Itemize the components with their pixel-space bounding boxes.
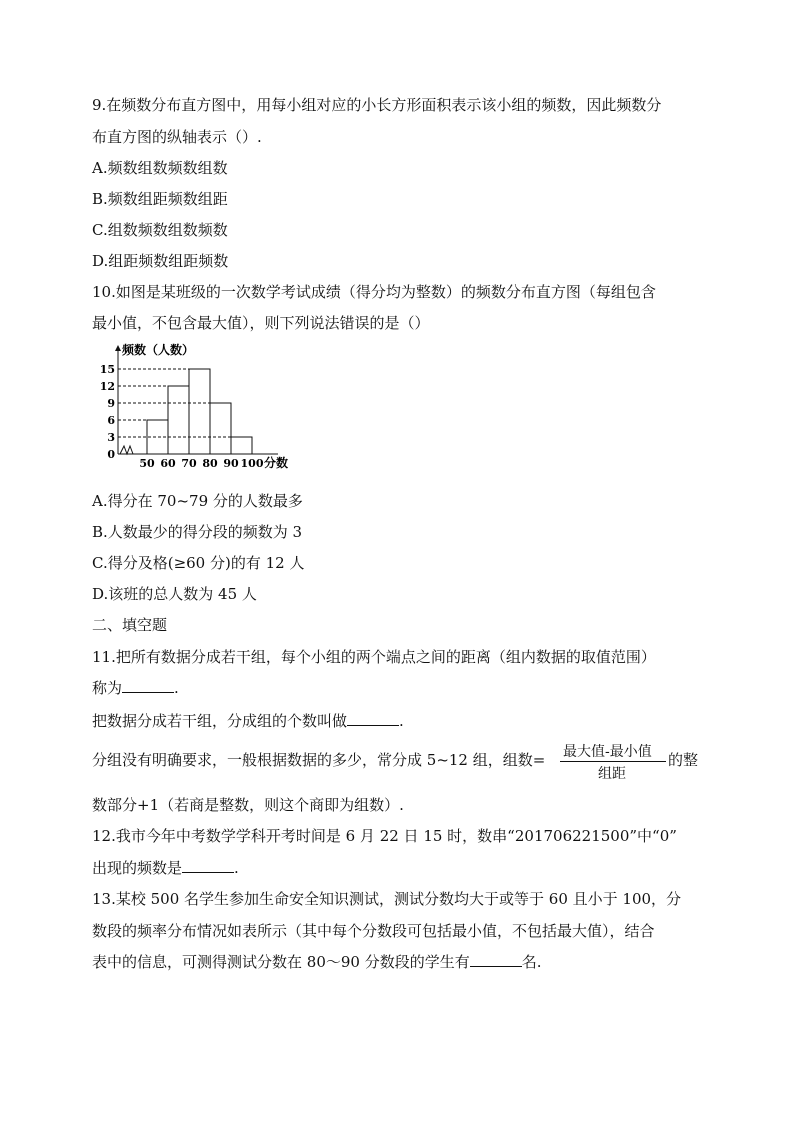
histogram-bar bbox=[210, 403, 231, 454]
q13-line-2: 数段的频率分布情况如表所示（其中每个分数段可包括最小值，不包括最大值），结合 bbox=[92, 922, 655, 940]
q11-line-4 bbox=[92, 750, 545, 770]
q12-blank[interactable] bbox=[182, 858, 234, 873]
q12-line-2 bbox=[92, 858, 239, 878]
q13-line-1: 13.某校 500 名学生参加生命安全知识测试，测试分数均大于或等于 60 且小于 100，分 bbox=[92, 890, 682, 908]
q12-line-1: 12.我市今年中考数学学科开考时间是 6 月 22 日 15 时，数串“201706221500”中“0” bbox=[92, 827, 677, 845]
q10-option-c: C.得分及格(≥60 分)的有 12 人 bbox=[92, 554, 305, 572]
y-tick-label: 9 bbox=[107, 397, 115, 410]
fraction-numerator: 最大值-最小值 bbox=[563, 744, 652, 760]
y-tick-label: 15 bbox=[100, 363, 115, 376]
histogram-bar bbox=[231, 437, 252, 454]
q11-line-1: 11.把所有数据分成若干组，每个小组的两个端点之间的距离（组内数据的取值范围） bbox=[92, 648, 656, 666]
group-count-fraction bbox=[560, 741, 666, 781]
fraction-denominator: 组距 bbox=[598, 766, 626, 782]
frequency-histogram bbox=[100, 340, 300, 474]
q9-option-a: A.频数组数频数组数 bbox=[92, 159, 228, 177]
q12-line-2-text: 出现的频数是 bbox=[92, 859, 183, 877]
q10-option-a: A.得分在 70~79 分的人数最多 bbox=[92, 492, 303, 510]
q9-option-c: C.组数频数组数频数 bbox=[92, 221, 228, 239]
q9-option-d: D.组距频数组距频数 bbox=[92, 252, 229, 270]
q13-line-3-end: 名. bbox=[521, 953, 542, 971]
q10-option-d: D.该班的总人数为 45 人 bbox=[92, 585, 257, 603]
q13-line-3 bbox=[92, 952, 542, 972]
fraction-bar bbox=[560, 761, 666, 762]
x-axis-label: 分数 bbox=[264, 456, 289, 470]
q13-blank[interactable] bbox=[470, 952, 522, 967]
histogram-y-tick-labels bbox=[100, 363, 115, 461]
q11-blank-1[interactable] bbox=[122, 678, 174, 693]
y-tick-label: 12 bbox=[100, 380, 115, 393]
q9-line-1: 9.在频数分布直方图中，用每小组对应的小长方形面积表示该小组的频数，因此频数分 bbox=[92, 96, 662, 114]
q11-blank-2[interactable] bbox=[347, 711, 399, 726]
q10-line-2: 最小值，不包含最大值），则下列说法错误的是（） bbox=[92, 314, 430, 332]
section-heading-fill-in: 二、填空题 bbox=[92, 616, 168, 634]
q11-line-5: 数部分+1（若商是整数，则这个商即为组数）. bbox=[92, 796, 404, 814]
q10-option-b: B.人数最少的得分段的频数为 3 bbox=[92, 523, 303, 541]
y-tick-label: 0 bbox=[107, 448, 115, 461]
x-tick-label: 50 bbox=[139, 457, 155, 470]
x-tick-label: 100 bbox=[240, 457, 264, 470]
q9-line-2: 布直方图的纵轴表示（）. bbox=[92, 128, 262, 146]
axis-break-icon bbox=[120, 446, 133, 454]
q11-line-2-text: 称为 bbox=[92, 679, 123, 697]
histogram-bar bbox=[189, 369, 210, 454]
y-axis-label: 频数（人数） bbox=[122, 343, 195, 357]
q11-line-3-end: . bbox=[399, 712, 404, 730]
q11-line-2-end: . bbox=[174, 679, 179, 697]
x-tick-label: 60 bbox=[160, 457, 176, 470]
q13-line-3-text: 表中的信息，可测得测试分数在 80～90 分数段的学生有 bbox=[92, 953, 470, 971]
x-tick-label: 70 bbox=[181, 457, 197, 470]
x-tick-label: 90 bbox=[223, 457, 239, 470]
histogram-bars bbox=[147, 369, 252, 454]
q11-line-4-start: 分组没有明确要求，一般根据数据的多少，常分成 5~12 组，组数= bbox=[92, 751, 546, 769]
q9-option-b: B.频数组距频数组距 bbox=[92, 190, 228, 208]
q12-line-2-end: . bbox=[234, 859, 239, 877]
x-tick-label: 80 bbox=[202, 457, 218, 470]
q11-line-4-end: 的整 bbox=[668, 751, 699, 769]
histogram-bar bbox=[168, 386, 189, 454]
histogram-x-tick-labels bbox=[139, 457, 263, 470]
q11-line-3 bbox=[92, 711, 404, 731]
q11-line-3-text: 把数据分成若干组，分成组的个数叫做 bbox=[92, 712, 348, 730]
q10-line-1: 10.如图是某班级的一次数学考试成绩（得分均为整数）的频数分布直方图（每组包含 bbox=[92, 283, 656, 301]
y-tick-label: 3 bbox=[107, 431, 115, 444]
q11-line-2 bbox=[92, 678, 179, 698]
y-tick-label: 6 bbox=[107, 414, 115, 427]
